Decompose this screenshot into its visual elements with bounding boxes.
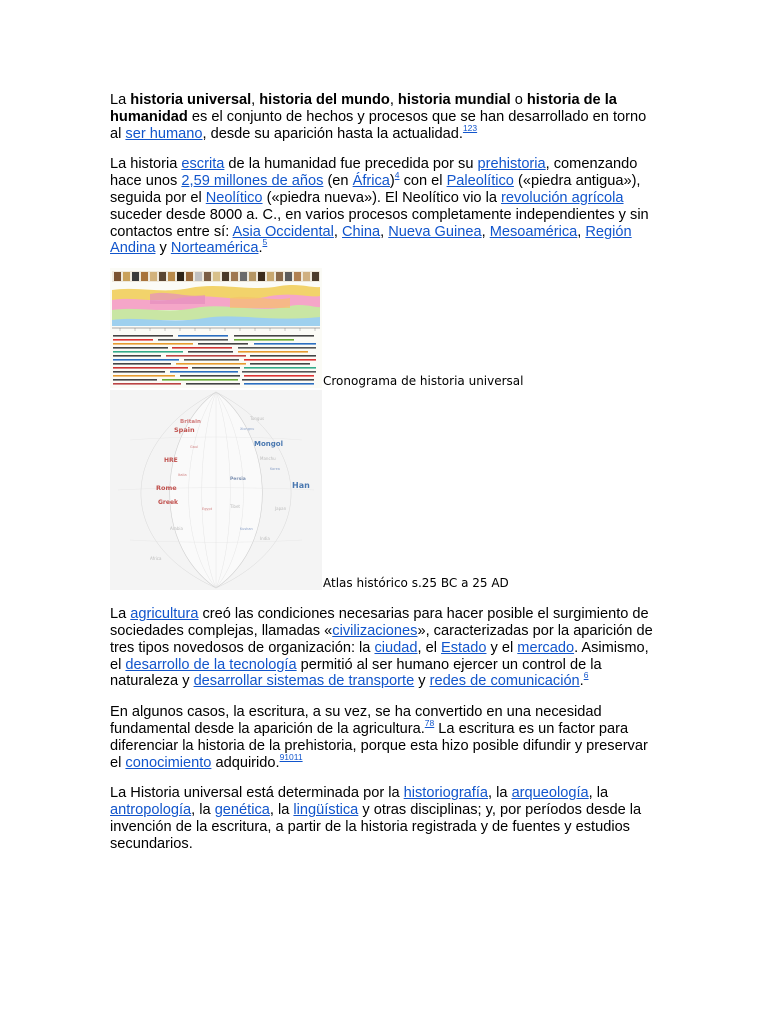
text: , la [588, 785, 609, 802]
svg-text:Japan: Japan [275, 506, 287, 512]
text: adquirido. [211, 754, 280, 771]
text: de la humanidad fue precedida por su [224, 156, 478, 173]
figure-timeline [110, 268, 655, 388]
map-label: Persia [230, 477, 246, 483]
link-mercado[interactable]: mercado [517, 639, 575, 656]
svg-text:Africa: Africa [150, 556, 162, 562]
link-escrita[interactable]: escrita [181, 156, 225, 173]
text: La [110, 606, 131, 623]
text: y otras disciplinas; y, por períodos desde la invención de la escritura, a partir de la historia registrada y de fuentes y estudios secundarios. [110, 802, 642, 852]
map-label: HRE [164, 457, 178, 465]
text: , [389, 92, 398, 108]
footnote-ref[interactable]: 91011 [279, 751, 303, 762]
text: , la [191, 802, 215, 819]
link-mesoamerica[interactable]: Mesoamérica [489, 223, 578, 240]
svg-text:Gaul: Gaul [190, 445, 199, 450]
map-label: Britain [180, 419, 201, 426]
text: permitió al ser humano ejercer un control de la naturaleza y [110, 656, 602, 690]
link-historiografia[interactable]: historiografía [403, 785, 489, 802]
map-label: Mongol [254, 440, 283, 449]
text: es el conjunto de hechos y procesos que se han desarrollado en torno al [110, 108, 647, 142]
bold-term: historia universal [130, 92, 252, 108]
text: , [251, 92, 260, 108]
link-revolucion-agricola[interactable]: revolución agrícola [501, 189, 624, 206]
text: creó las condiciones necesarias para hacer posible el surgimiento de sociedades complejas, llamadas « [110, 606, 649, 639]
text: , comenzando hace unos [110, 156, 638, 190]
svg-text:Egypt: Egypt [202, 507, 213, 512]
text: . [579, 673, 584, 690]
thumbnail-strip [112, 271, 320, 282]
link-paleolitico[interactable]: Paleolítico [446, 173, 514, 190]
figure-caption: Cronograma de historia universal [323, 374, 524, 389]
map-label: Han [292, 481, 310, 491]
text: o [510, 92, 527, 108]
text: y el [486, 639, 518, 656]
svg-text:India: India [260, 536, 270, 542]
link-antropologia[interactable]: antropología [110, 802, 192, 819]
link-ciudad[interactable]: ciudad [374, 639, 418, 656]
text: , desde su aparición hasta la actualidad. [202, 125, 463, 142]
link-norteamerica[interactable]: Norteamérica [170, 240, 259, 257]
text: ) [389, 173, 395, 190]
link-sistemas-transporte[interactable]: desarrollar sistemas de transporte [193, 673, 415, 690]
link-estado[interactable]: Estado [441, 639, 487, 656]
link-millones-de-anos[interactable]: 2,59 millones de años [181, 173, 324, 190]
text: (en [323, 173, 353, 190]
text: , [380, 223, 389, 240]
figure-atlas [110, 390, 655, 590]
paragraph-prehistory [110, 156, 655, 257]
text: », caracterizadas por la aparición de tres tipos novedosos de organización: la [110, 622, 653, 656]
link-africa[interactable]: África [352, 173, 390, 190]
svg-text:Manchu: Manchu [260, 456, 276, 462]
link-arqueologia[interactable]: arqueología [511, 785, 589, 802]
svg-text:Italia: Italia [178, 473, 187, 478]
svg-text:Arabia: Arabia [170, 526, 183, 532]
svg-text:Kushan: Kushan [240, 527, 253, 532]
text: La escritura es un factor para diferenciar la historia de la prehistoria, porque esta hizo posible difundir y preservar el [110, 720, 648, 771]
link-prehistoria[interactable]: prehistoria [477, 156, 546, 173]
footnote-ref[interactable]: 78 [424, 717, 435, 728]
link-desarrollo-tecnologia[interactable]: desarrollo de la tecnología [125, 656, 297, 673]
footnote-ref[interactable]: 123 [462, 122, 478, 133]
link-linguistica[interactable]: lingüística [293, 802, 359, 819]
text: y [155, 240, 171, 257]
link-nueva-guinea[interactable]: Nueva Guinea [388, 223, 482, 240]
map-label: Greek [158, 499, 179, 507]
svg-text:Tibet: Tibet [230, 504, 240, 510]
article-body [110, 92, 655, 867]
text: suceder desde 8000 a. C., en varios procesos completamente independientes y sin contactos entre sí: [110, 206, 649, 240]
paragraph-intro [110, 92, 655, 142]
link-redes-comunicacion[interactable]: redes de comunicación [429, 673, 580, 690]
link-neolitico[interactable]: Neolítico [205, 189, 263, 206]
text: , la [488, 785, 512, 802]
atlas-map-image [110, 390, 322, 590]
text: La Historia universal está determinada por la [110, 785, 404, 802]
link-civilizaciones[interactable]: civilizaciones [332, 622, 418, 639]
link-china[interactable]: China [342, 223, 381, 240]
link-agricultura[interactable]: agricultura [130, 606, 199, 623]
text: . [258, 240, 263, 257]
bold-term: historia del mundo [259, 92, 390, 108]
svg-text:Korea: Korea [270, 467, 280, 472]
map-label: Rome [156, 484, 177, 493]
text: , [333, 223, 343, 240]
link-conocimiento[interactable]: conocimiento [125, 754, 212, 771]
footnote-ref[interactable]: 5 [262, 237, 268, 248]
svg-text:Xiongnu: Xiongnu [240, 427, 255, 432]
map-label: Spain [174, 426, 195, 435]
text: («piedra nueva»). El Neolítico vio la [262, 189, 502, 206]
paragraph-writing [110, 704, 655, 771]
timeline-bands [112, 285, 320, 326]
footnote-ref[interactable]: 6 [583, 670, 589, 681]
timeline-image [110, 268, 322, 388]
text: . Asimismo, el [110, 639, 649, 673]
text: La historia [110, 156, 182, 173]
link-ser-humano[interactable]: ser humano [125, 125, 203, 142]
paragraph-disciplines [110, 785, 655, 852]
text: La [110, 92, 131, 108]
text: , la [269, 802, 294, 819]
text: , [481, 223, 490, 240]
text: («piedra antigua»), seguida por el [110, 173, 641, 206]
link-genetica[interactable]: genética [214, 802, 270, 819]
link-asia-occidental[interactable]: Asia Occidental [232, 223, 334, 240]
text: , [577, 223, 586, 240]
footnote-ref[interactable]: 4 [394, 170, 400, 181]
text: En algunos casos, la escritura, a su vez, se ha convertido en una necesidad fundamental desde la aparición de la agricultura. [110, 704, 602, 737]
link-region-andina[interactable]: Región Andina [110, 223, 632, 257]
text: y [414, 673, 430, 690]
bold-term: historia mundial [397, 92, 511, 108]
bold-term: historia de la humanidad [110, 92, 617, 125]
figure-caption: Atlas histórico s.25 BC a 25 AD [323, 576, 509, 591]
svg-text:Tungus: Tungus [250, 416, 265, 422]
text: , el [417, 639, 442, 656]
text: con el [399, 173, 447, 190]
paragraph-agriculture [110, 606, 655, 690]
